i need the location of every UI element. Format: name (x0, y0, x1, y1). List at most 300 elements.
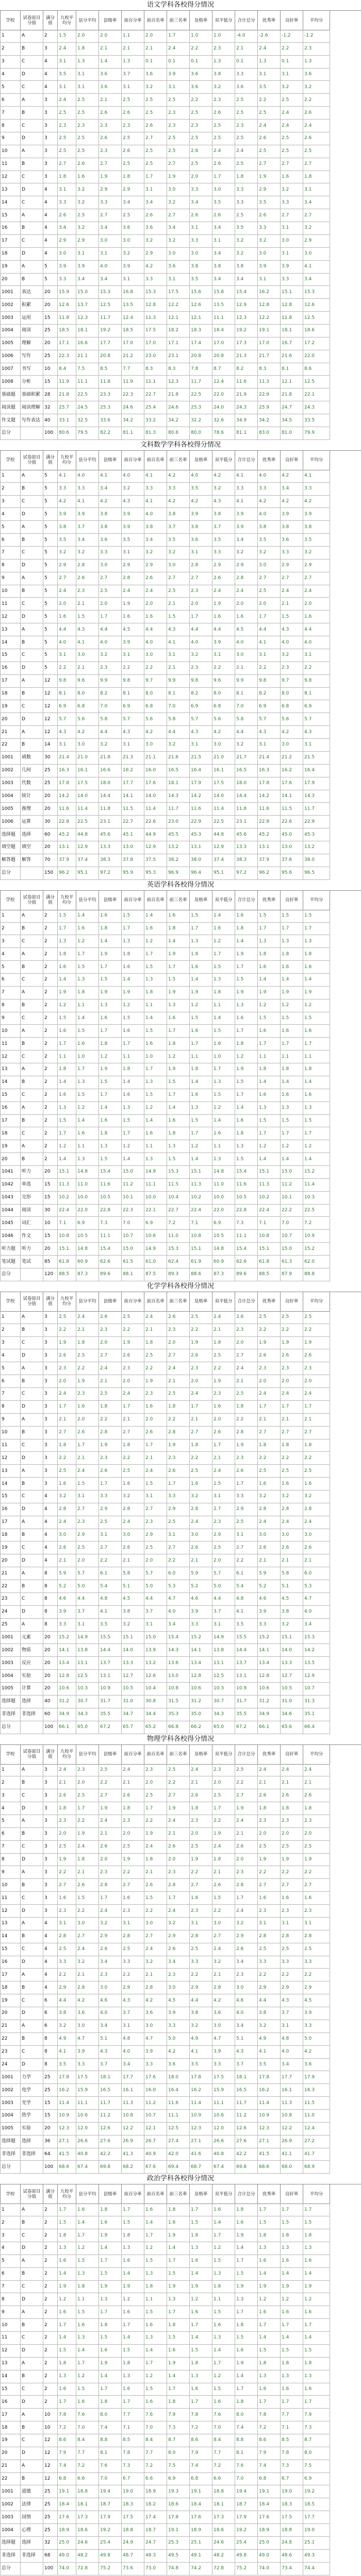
table-cell: 3.0 (144, 649, 167, 662)
table-cell: 150 (43, 867, 58, 880)
table-cell: 68.2 (122, 2161, 144, 2174)
table-cell: 2.6 (76, 572, 99, 585)
column-header: 前百名率 (144, 451, 167, 470)
table-cell: 3.9 (167, 69, 190, 81)
table-cell: 3.1 (58, 183, 76, 196)
table-cell: 2.1 (281, 1554, 303, 1567)
table-cell: 17.0 (212, 337, 235, 350)
table-cell: 1.4 (58, 2332, 76, 2345)
table-cell: 5.8 (99, 713, 122, 726)
table-cell: 实验 (21, 1670, 43, 1683)
table-cell: 0.1 (190, 56, 212, 69)
table-cell: 2.7 (167, 158, 190, 171)
table-cell: 10.9 (58, 2110, 76, 2123)
table-cell: 13 (0, 1063, 21, 1076)
table-cell: 2.9 (144, 248, 167, 261)
table-cell: 3 (43, 132, 58, 145)
table-cell: 1.7 (235, 1478, 258, 1490)
table-cell: 3.2 (99, 739, 122, 752)
table-cell: 22 (0, 2033, 21, 2046)
table-cell: 2 (0, 483, 21, 496)
section-title: 物理学科各校得分情况 (146, 1735, 214, 1743)
table-cell: 2.2 (190, 1866, 212, 1879)
table-cell: 1.2 (76, 2370, 99, 2383)
table-cell: 1.7 (167, 2255, 190, 2268)
table-cell: 3 (43, 1388, 58, 1401)
table-cell: 17.3 (76, 2511, 99, 2524)
table-cell: 1.9 (99, 948, 122, 961)
table-cell: 7.0 (235, 700, 258, 713)
table-cell: 1.2 (58, 999, 76, 1012)
table-cell: 6.9 (212, 1217, 235, 1230)
table-cell: 11.1 (212, 2097, 235, 2110)
table-cell: B (21, 1529, 43, 1542)
table-cell: 4.7 (167, 1593, 190, 1606)
table-cell: 4.3 (122, 1994, 144, 2007)
table-cell: 1.8 (235, 1038, 258, 1050)
table-cell: D (21, 560, 43, 572)
table-cell: 88.6 (190, 1268, 212, 1281)
table-cell: 1.7 (281, 2319, 303, 2332)
table-cell: D (21, 132, 43, 145)
table-cell: C (21, 2229, 43, 2242)
table-cell: 1.3 (212, 56, 235, 69)
table-cell: 3.1 (190, 1918, 212, 1930)
table-cell: 2.9 (258, 183, 281, 196)
table-cell: 15.3 (303, 1632, 330, 1645)
table-cell: 8.1 (303, 688, 330, 701)
table-cell: 3.4 (235, 274, 258, 286)
table-cell: 10 (0, 1879, 21, 1892)
table-cell: 18.1 (235, 2071, 258, 2084)
column-header: 良好率 (281, 1745, 303, 1765)
table-cell: 2.4 (99, 1815, 122, 1828)
table-cell: 4 (43, 1516, 58, 1529)
table-row (0, 261, 361, 274)
table-cell: 10.7 (122, 1230, 144, 1243)
table-row (0, 2383, 361, 2396)
table-cell: 1.9 (258, 987, 281, 999)
table-cell: 2.7 (281, 572, 303, 585)
table-cell: 7.2 (76, 2460, 99, 2473)
table-cell: 1.3 (303, 1102, 330, 1115)
table-cell: 1.6 (235, 910, 258, 923)
table-cell: 24 (0, 2059, 21, 2072)
table-cell: 10 (43, 363, 58, 376)
table-cell: 1.4 (190, 2332, 212, 2345)
table-cell: 8.4 (144, 2434, 167, 2447)
table-cell: 1.2 (212, 935, 235, 948)
table-cell: 听力题 (0, 1243, 21, 1256)
table-cell: 7 (0, 2281, 21, 2294)
table-cell: 1.5 (303, 2216, 330, 2229)
table-cell: 78.6 (212, 427, 235, 440)
table-cell: 2.8 (99, 1427, 122, 1439)
table-cell: 14.4 (99, 1644, 122, 1657)
subject-section (0, 1734, 361, 2174)
table-cell: 17.1 (58, 337, 76, 350)
table-cell: 1.9 (281, 2281, 303, 2294)
table-cell: 2.5 (235, 94, 258, 107)
table-row (0, 649, 361, 662)
table-cell: 2.3 (122, 120, 144, 132)
table-cell: B (21, 1427, 43, 1439)
table-cell: D (21, 1349, 43, 1362)
column-header: 县级率 (99, 11, 122, 30)
table-cell: 2.7 (235, 1789, 258, 1802)
table-cell: 1.7 (212, 2229, 235, 2242)
table-cell: 19 (0, 261, 21, 274)
table-cell: 26.9 (281, 2136, 303, 2148)
table-cell: 34.2 (167, 414, 190, 427)
table-cell: 48.2 (76, 2550, 99, 2563)
table-cell: 4.5 (122, 623, 144, 636)
column-header: 学校 (0, 451, 21, 470)
table-cell: 1.5 (190, 2216, 212, 2229)
column-header: 学校 (0, 1292, 21, 1312)
table-cell: 4.6 (190, 1593, 212, 1606)
table-cell: 16.4 (303, 765, 330, 777)
table-cell: 1.3 (122, 2242, 144, 2255)
table-cell: 1.7 (99, 2306, 122, 2319)
table-row (0, 1465, 361, 1478)
table-cell: 2.0 (303, 1828, 330, 1841)
table-cell: 1.7 (58, 2319, 76, 2332)
table-cell: 7.5 (303, 2460, 330, 2473)
table-cell: 2.5 (190, 1311, 212, 1324)
table-cell: 2.3 (303, 1362, 330, 1375)
table-cell: 49.8 (99, 2550, 122, 2563)
table-cell: 3 (43, 1375, 58, 1388)
table-cell: 2.7 (212, 1930, 235, 1943)
table-cell: 3.2 (281, 1619, 303, 1632)
table-cell: B (21, 1580, 43, 1593)
table-cell: 2.5 (258, 1943, 281, 1956)
table-row (0, 1503, 361, 1516)
table-cell: 22.8 (58, 816, 76, 828)
table-cell: 12.5 (76, 1670, 99, 1683)
table-row (0, 688, 361, 701)
table-cell: 7 (0, 107, 21, 120)
table-cell: 12 (0, 1905, 21, 1918)
table-cell: 2.8 (235, 1427, 258, 1439)
table-cell: 1.7 (76, 2358, 99, 2370)
table-cell: A (21, 2409, 43, 2421)
table-cell: 4.2 (76, 1994, 99, 2007)
table-cell: 2.3 (190, 1815, 212, 1828)
table-row (0, 1012, 361, 1025)
table-cell: 25.4 (235, 2537, 258, 2550)
table-cell: 1.9 (167, 948, 190, 961)
table-cell: 10.6 (212, 2110, 235, 2123)
table-cell: 3.1 (122, 81, 144, 94)
table-cell: 9 (0, 132, 21, 145)
table-cell: 2.7 (99, 209, 122, 222)
table-cell: 5 (43, 623, 58, 636)
table-cell: 12.6 (144, 1670, 167, 1683)
table-cell: 2.5 (58, 107, 76, 120)
subject-section (0, 2174, 361, 2575)
table-cell: 24.5 (76, 401, 99, 414)
table-cell: 4 (43, 1529, 58, 1542)
table-cell: 1.4 (190, 2268, 212, 2281)
table-cell: 1.6 (167, 910, 190, 923)
table-cell: 18.4 (212, 325, 235, 337)
table-cell: 3.0 (212, 2020, 235, 2033)
table-cell: 2.2 (303, 1452, 330, 1465)
table-cell: 19.4 (235, 2485, 258, 2498)
table-cell: 33.5 (303, 414, 330, 427)
column-header: 前三名率 (167, 1745, 190, 1765)
table-cell: 2.3 (167, 1866, 190, 1879)
table-row (0, 2485, 361, 2498)
table-cell: 10.9 (235, 1683, 258, 1696)
table-cell: 1.2 (76, 2242, 99, 2255)
table-cell: 2.0 (235, 1337, 258, 1350)
table-cell: 1.3 (235, 999, 258, 1012)
table-cell: 25 (43, 2071, 58, 2084)
table-cell: 3.9 (258, 1606, 281, 1619)
table-cell: 9 (0, 1414, 21, 1427)
table-cell: 2.2 (167, 1776, 190, 1789)
table-row (0, 999, 361, 1012)
table-cell: 3.6 (76, 2007, 99, 2020)
table-cell: 3.3 (258, 1956, 281, 1969)
table-cell: 11.7 (167, 803, 190, 816)
table-cell: 1.6 (167, 2345, 190, 2358)
table-cell: 4.1 (58, 2046, 76, 2059)
table-cell: A (21, 675, 43, 688)
table-cell: 12.8 (190, 1670, 212, 1683)
table-row (0, 585, 361, 598)
table-cell: 2.1 (190, 1776, 212, 1789)
table-cell: 73.0 (144, 2563, 167, 2575)
table-cell: 1.4 (303, 2268, 330, 2281)
table-cell: 16.4 (167, 2084, 190, 2097)
table-cell: 1.4 (122, 2268, 144, 2281)
table-cell: 10.5 (281, 1683, 303, 1696)
table-cell: 3.4 (212, 248, 235, 261)
table-cell: 3.3 (144, 274, 167, 286)
table-cell: 40 (43, 1696, 58, 1708)
table-cell: B (21, 274, 43, 286)
table-cell: 3.4 (235, 2020, 258, 2033)
table-cell: 7.8 (190, 363, 212, 376)
table-cell: 27.2 (303, 2136, 330, 2148)
column-header: 县分平均 (76, 2184, 99, 2204)
table-cell: 1.7 (99, 611, 122, 623)
table-cell: 1.6 (303, 1089, 330, 1102)
table-cell: 8.8 (235, 2434, 258, 2447)
table-cell: 61.8 (58, 1256, 76, 1268)
table-cell: 3.5 (190, 274, 212, 286)
table-cell: B (21, 999, 43, 1012)
table-cell: 2.6 (99, 107, 122, 120)
table-cell: 8.5 (281, 2434, 303, 2447)
table-cell: 8 (0, 1401, 21, 1414)
table-row (0, 1981, 361, 1994)
table-cell: 3.6 (303, 2059, 330, 2072)
table-cell: 2.1 (76, 1452, 99, 1465)
table-cell: 2.3 (167, 107, 190, 120)
table-cell: A (21, 261, 43, 274)
table-cell: C (21, 1541, 43, 1554)
table-cell: 1.5 (190, 1012, 212, 1025)
table-cell: 15 (0, 1490, 21, 1503)
table-cell: 18.5 (122, 325, 144, 337)
table-cell: 2.1 (58, 1554, 76, 1567)
table-cell: 14 (43, 739, 58, 752)
table-cell: 3.1 (99, 1529, 122, 1542)
table-cell: 4 (43, 1956, 58, 1969)
table-cell: 7.4 (99, 2421, 122, 2434)
table-cell: 1.6 (190, 961, 212, 974)
table-cell: 21.1 (76, 350, 99, 363)
table-cell: C (21, 2281, 43, 2294)
table-cell: 5.6 (281, 713, 303, 726)
table-cell: 2.5 (281, 94, 303, 107)
table-cell: 4 (43, 1981, 58, 1994)
table-cell: 45.2 (258, 828, 281, 841)
table-cell: 1.8 (58, 171, 76, 184)
table-cell: 解答 (21, 854, 43, 867)
table-cell: 1.8 (99, 1401, 122, 1414)
table-cell: 1.9 (190, 1854, 212, 1867)
table-cell: 21.4 (258, 752, 281, 765)
table-cell: B (21, 158, 43, 171)
table-cell: C (21, 56, 43, 69)
table-cell: 17.5 (212, 2071, 235, 2084)
column-header: 县级率 (99, 891, 122, 910)
table-cell: 5 (43, 483, 58, 496)
table-cell: 17.8 (58, 777, 76, 790)
table-cell: 2.0 (99, 1854, 122, 1867)
table-cell: 67.2 (235, 1721, 258, 1734)
table-cell: 8.1 (281, 363, 303, 376)
table-cell: 12.9 (303, 1670, 330, 1683)
table-cell: 11.7 (235, 2097, 258, 2110)
table-cell: 11.5 (303, 2097, 330, 2110)
table-cell: 3.4 (99, 483, 122, 496)
table-cell: 19.1 (190, 2485, 212, 2498)
table-cell: 2.7 (281, 158, 303, 171)
table-cell: 2.4 (76, 1465, 99, 1478)
table-cell: 1.2 (212, 2242, 235, 2255)
table-cell: 7.3 (122, 2460, 144, 2473)
table-cell: 11.4 (190, 2097, 212, 2110)
table-cell: 34.2 (258, 414, 281, 427)
table-header (0, 890, 361, 910)
table-cell: 4.2 (303, 496, 330, 509)
table-row (0, 2563, 361, 2575)
table-cell: 6 (0, 1828, 21, 1841)
table-cell: 6.9 (167, 2473, 190, 2486)
table-cell: 1.9 (212, 1375, 235, 1388)
table-row (0, 325, 361, 337)
table-cell: 2.9 (167, 1503, 190, 1516)
table-cell: 2 (43, 987, 58, 999)
table-cell: 12.7 (122, 1670, 144, 1683)
table-cell: 1.7 (99, 1025, 122, 1038)
table-cell: 2.2 (281, 1452, 303, 1465)
table-row (0, 1063, 361, 1076)
table-cell: 4.4 (99, 726, 122, 739)
table-cell (21, 2161, 43, 2174)
table-cell: 22 (0, 739, 21, 752)
table-cell: 15.4 (99, 1166, 122, 1179)
table-row (0, 974, 361, 987)
table-row (0, 1529, 361, 1542)
column-header: 试卷原目分值 (21, 891, 43, 910)
table-cell: 5 (43, 572, 58, 585)
table-row (0, 1115, 361, 1128)
table-cell: C (21, 2332, 43, 2345)
table-cell: 4.2 (303, 2046, 330, 2059)
table-cell: 2.6 (212, 107, 235, 120)
table-cell: 7.8 (58, 2409, 76, 2421)
table-cell: B (21, 1981, 43, 1994)
table-cell: 6 (43, 1994, 58, 2007)
table-cell: 2.7 (258, 158, 281, 171)
table-cell: 1.5 (235, 1076, 258, 1089)
table-cell: 14.0 (122, 1644, 144, 1657)
table-cell: 4.0 (258, 470, 281, 483)
table-cell: 32.6 (212, 414, 235, 427)
table-cell: 20 (43, 2123, 58, 2136)
table-cell: A (21, 1567, 43, 1580)
table-cell: 1.9 (303, 1337, 330, 1350)
table-cell: 11.5 (281, 803, 303, 816)
table-cell: 3.7 (167, 521, 190, 534)
table-cell: 2.8 (212, 1981, 235, 1994)
table-cell: 计算 (21, 1683, 43, 1696)
table-cell: 总分 (0, 867, 21, 880)
table-cell: 3.3 (167, 2020, 190, 2033)
table-cell: 5 (0, 2255, 21, 2268)
table-cell: B (21, 534, 43, 547)
table-cell: 7.6 (212, 2409, 235, 2421)
column-header: 学校 (0, 2184, 21, 2204)
table-row (0, 2345, 361, 2358)
table-cell: 72.8 (212, 2563, 235, 2575)
table-cell: 3.2 (235, 1918, 258, 1930)
table-cell: 2.4 (190, 1764, 212, 1777)
table-cell: 1.2 (258, 2293, 281, 2306)
table-cell: 4.2 (281, 726, 303, 739)
table-cell: 4.7 (144, 2033, 167, 2046)
column-header: 平均分 (303, 891, 330, 910)
table-cell: 2.4 (144, 1465, 167, 1478)
table-cell: 3.9 (212, 2046, 235, 2059)
table-cell: 1.7 (58, 1401, 76, 1414)
table-cell: 3.5 (258, 196, 281, 209)
column-header: 县级率 (99, 1745, 122, 1765)
table-cell: 18.4 (190, 2498, 212, 2511)
table-cell: 11 (0, 158, 21, 171)
table-row (0, 2059, 361, 2072)
table-cell: 1.3 (76, 1076, 99, 1089)
table-cell: 2.1 (212, 1324, 235, 1337)
table-cell: 11.3 (258, 376, 281, 388)
table-cell: 统计 (21, 790, 43, 803)
table-header (0, 1292, 361, 1312)
table-cell: 3.1 (167, 649, 190, 662)
table-cell: 4.8 (281, 2033, 303, 2046)
table-cell: 运用 (21, 312, 43, 325)
table-cell: 1.9 (144, 1828, 167, 1841)
table-cell: 4 (43, 1541, 58, 1554)
column-header: 平均分 (303, 1745, 330, 1765)
